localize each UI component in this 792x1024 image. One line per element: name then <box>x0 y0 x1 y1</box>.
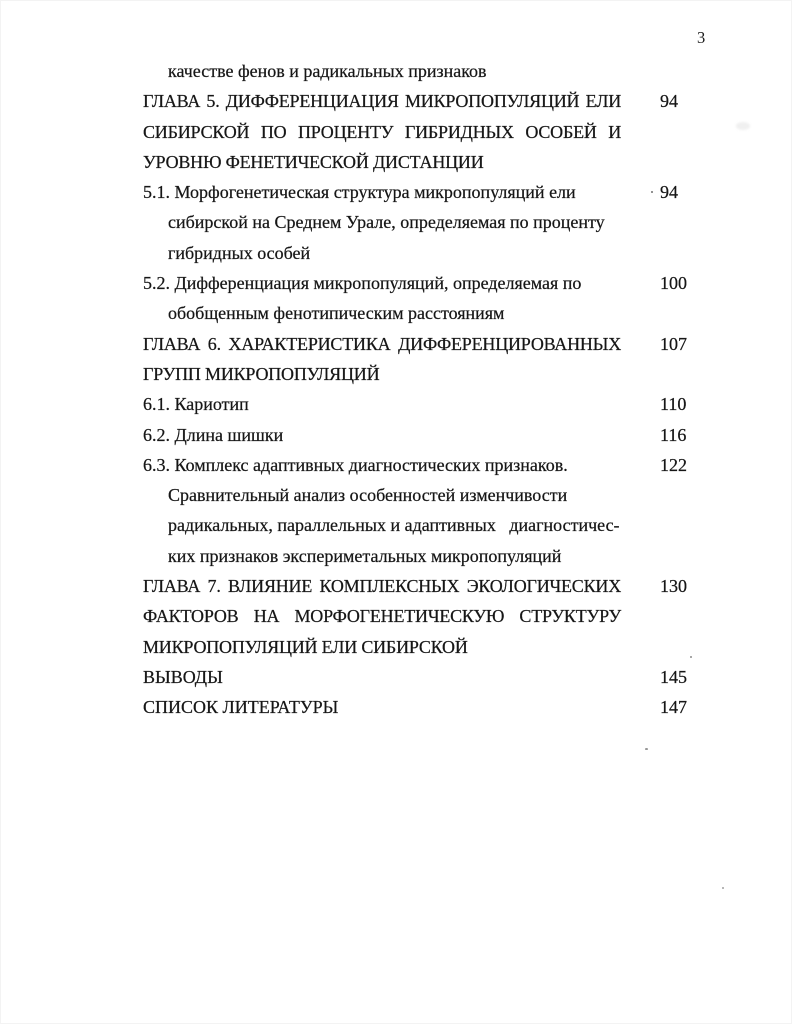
toc-line: радикальных, параллельных и адаптивных диагностичес- <box>168 515 620 536</box>
toc-line: 6.3. Комплекс адаптивных диагностических признаков. <box>143 454 568 475</box>
toc-entry-page-number: 145 <box>660 666 687 687</box>
toc-entry-title <box>143 692 621 722</box>
toc-entry-title <box>143 177 621 268</box>
toc-entry-title <box>143 268 621 329</box>
toc-line: обобщенным фенотипическим расстояниям <box>168 303 505 324</box>
toc-entry-page-number: 100 <box>660 273 687 294</box>
toc-line: МИКРОПОПУЛЯЦИЙ ЕЛИ СИБИРСКОЙ <box>143 636 468 657</box>
toc-entry <box>143 268 783 329</box>
toc-entry <box>143 86 783 177</box>
toc-entry-title <box>143 389 621 419</box>
toc-entry <box>143 177 783 268</box>
toc-entry <box>143 692 783 722</box>
toc-line: ВЫВОДЫ <box>143 666 223 687</box>
scan-speck <box>690 656 692 658</box>
toc-entry <box>143 420 783 450</box>
toc-entry-title <box>143 450 621 571</box>
toc-line: ГЛАВА 5. ДИФФЕРЕНЦИАЦИЯ МИКРОПОПУЛЯЦИЙ ЕЛИ <box>143 91 621 112</box>
toc-line: Сравнительный анализ особенностей изменчивости <box>168 485 568 506</box>
scan-speck <box>645 748 648 750</box>
toc-line: ГРУПП МИКРОПОПУЛЯЦИЙ <box>143 363 380 384</box>
toc-line: 5.2. Дифференциация микропопуляций, определяемая по <box>143 273 582 294</box>
toc-entry-page-number: 94 <box>660 182 678 203</box>
toc-line: сибирской на Среднем Урале, определяемая по проценту <box>168 212 605 233</box>
toc-entry-page-number: 130 <box>660 576 687 597</box>
toc-entry <box>143 450 783 571</box>
toc-entry-title <box>143 56 621 86</box>
toc-line: 6.1. Кариотип <box>143 394 249 415</box>
toc-line: СИБИРСКОЙ ПО ПРОЦЕНТУ ГИБРИДНЫХ ОСОБЕЙ И <box>143 121 621 142</box>
toc-entry-page-number: 94 <box>660 91 678 112</box>
toc-line: 5.1. Морфогенетическая структура микропопуляций ели <box>143 182 576 203</box>
scan-speck <box>651 191 653 193</box>
toc-entry-page-number: 116 <box>660 424 687 445</box>
page-number: 3 <box>697 28 706 47</box>
toc-entry <box>143 56 783 86</box>
toc-entry-title <box>143 420 621 450</box>
toc-line: СПИСОК ЛИТЕРАТУРЫ <box>143 697 339 718</box>
toc-entry-page-number: 122 <box>660 454 687 475</box>
toc-entry-page-number: 147 <box>660 697 687 718</box>
toc-entry <box>143 329 783 390</box>
toc-entry-title <box>143 86 621 177</box>
scan-speck <box>722 887 724 889</box>
toc-entry-page-number: 110 <box>660 394 687 415</box>
toc-line: ГЛАВА 7. ВЛИЯНИЕ КОМПЛЕКСНЫХ ЭКОЛОГИЧЕСКИХ <box>143 576 621 597</box>
toc-entry-title <box>143 662 621 692</box>
toc-list <box>143 56 783 723</box>
toc-line: ГЛАВА 6. ХАРАКТЕРИСТИКА ДИФФЕРЕНЦИРОВАННЫХ <box>143 333 621 354</box>
toc-entry <box>143 571 783 662</box>
toc-entry-title <box>143 571 621 662</box>
scan-smudge <box>736 122 750 130</box>
toc-line: качестве фенов и радикальных признаков <box>168 61 487 81</box>
toc-entry <box>143 662 783 692</box>
toc-line: ФАКТОРОВ НА МОРФОГЕНЕТИЧЕСКУЮ СТРУКТУРУ <box>143 606 621 627</box>
toc-line: УРОВНЮ ФЕНЕТИЧЕСКОЙ ДИСТАНЦИИ <box>143 151 484 172</box>
toc-entry-page-number: 107 <box>660 333 687 354</box>
toc-line: гибридных особей <box>168 242 311 263</box>
toc-line: 6.2. Длина шишки <box>143 424 284 445</box>
toc-entry <box>143 389 783 419</box>
toc-entry-title <box>143 329 621 390</box>
toc-line: ких признаков экспериметальных микропопуляций <box>168 545 562 566</box>
